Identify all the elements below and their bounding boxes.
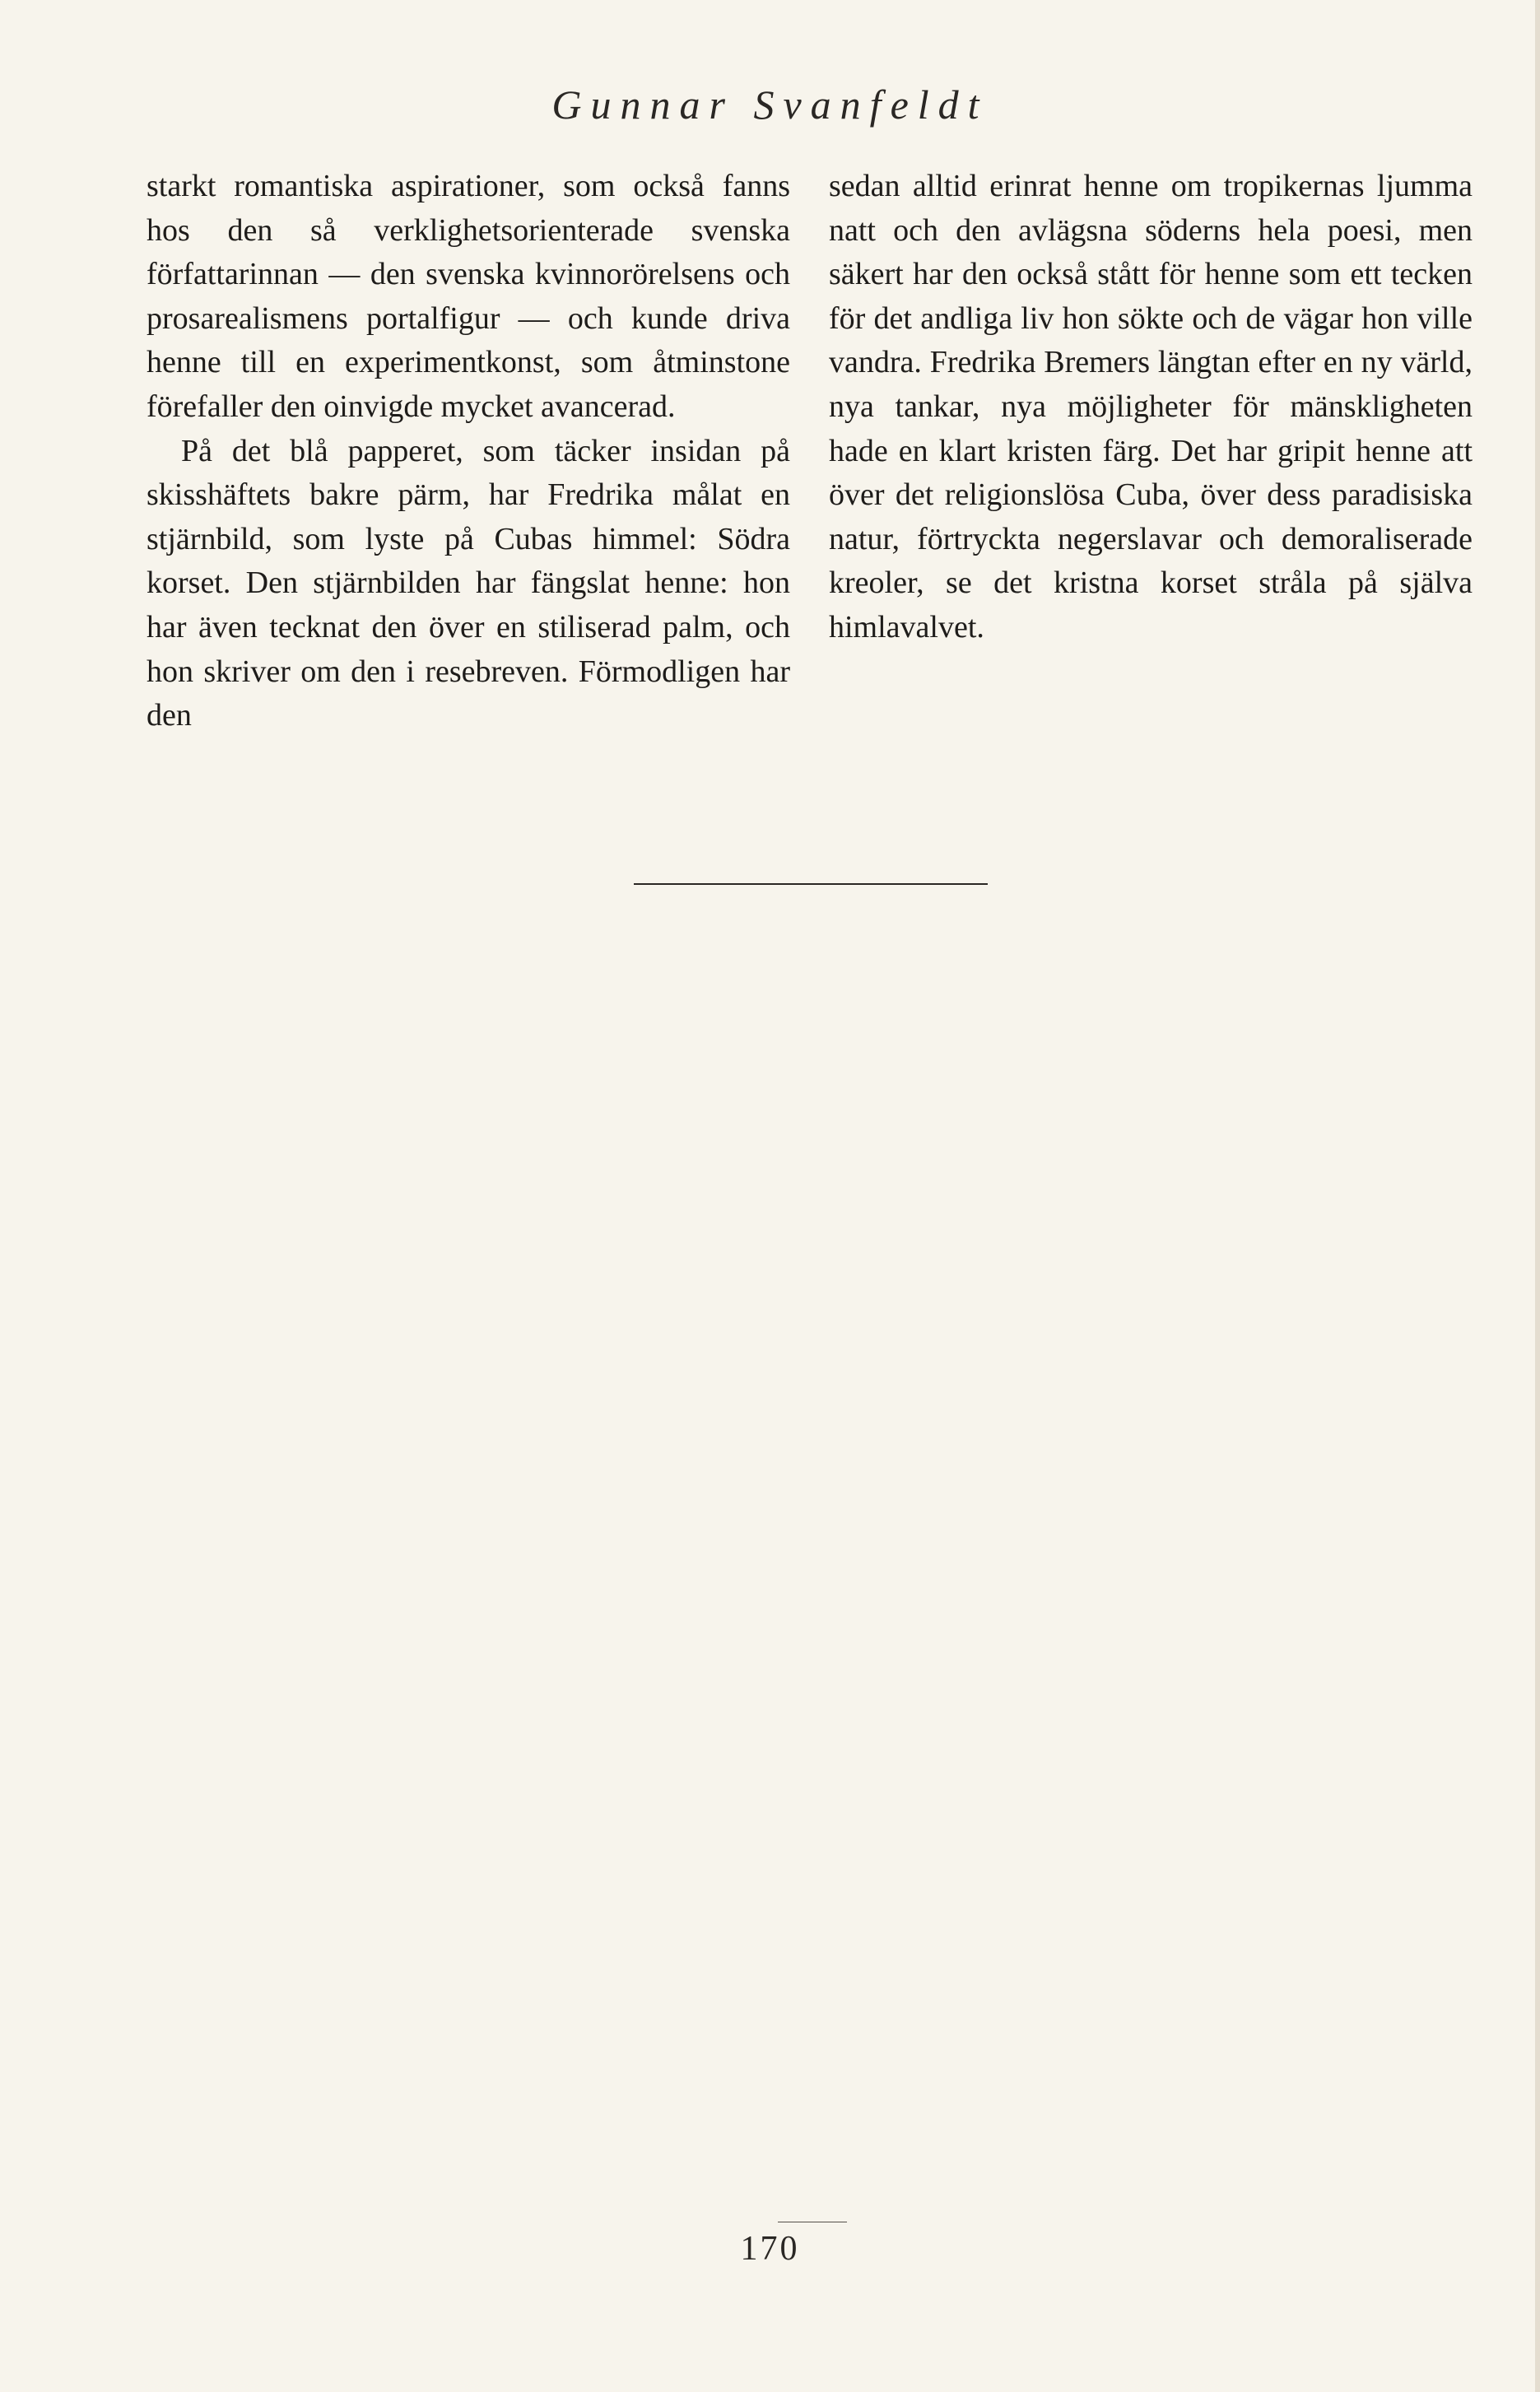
paragraph-continued: sedan alltid erinrat henne om tropikernas ljumma natt och den avlägsna söderns hela poesi, men säkert har den också stått för henne som ett tecken för det andliga liv hon sökte och de vägar hon ville vandra. Fredrika Bremers längtan efter en ny värld, nya tankar, nya möjligheter för mänskligheten hade en klart kristen färg. Det har gripit henne att över det religionslösa Cuba, över dess paradisiska natur, förtryckta negerslavar och demoraliserade kreoler, se det kristna korset stråla på själva himlavalvet. — [829, 169, 1473, 645]
page-edge — [1535, 0, 1540, 2392]
running-head-author: Gunnar Svanfeldt — [551, 81, 989, 128]
paragraph-continued: starkt romantiska aspirationer, som också fanns hos den så verklighetsorienterade svenska författarinnan — den svenska kvinnorörelsens och prosarealismens portalfigur — och kunde driva henne till en experimentkonst, som åtminstone förefaller den oinvigde mycket avancerad. — [147, 169, 790, 424]
right-text-column — [829, 165, 1473, 650]
page-number: 170 — [740, 2230, 800, 2268]
left-text-column — [147, 165, 790, 738]
paragraph: På det blå papperet, som täcker insidan på skisshäftets bakre pärm, har Fredrika målat en stjärnbild, som lyste på Cubas himmel: Södra korset. Den stjärnbilden har fängslat henne: hon har även tecknat den över en stiliserad palm, och hon skriver om den i resebreven. Förmodligen har den — [147, 433, 790, 733]
section-end-rule — [634, 883, 988, 885]
